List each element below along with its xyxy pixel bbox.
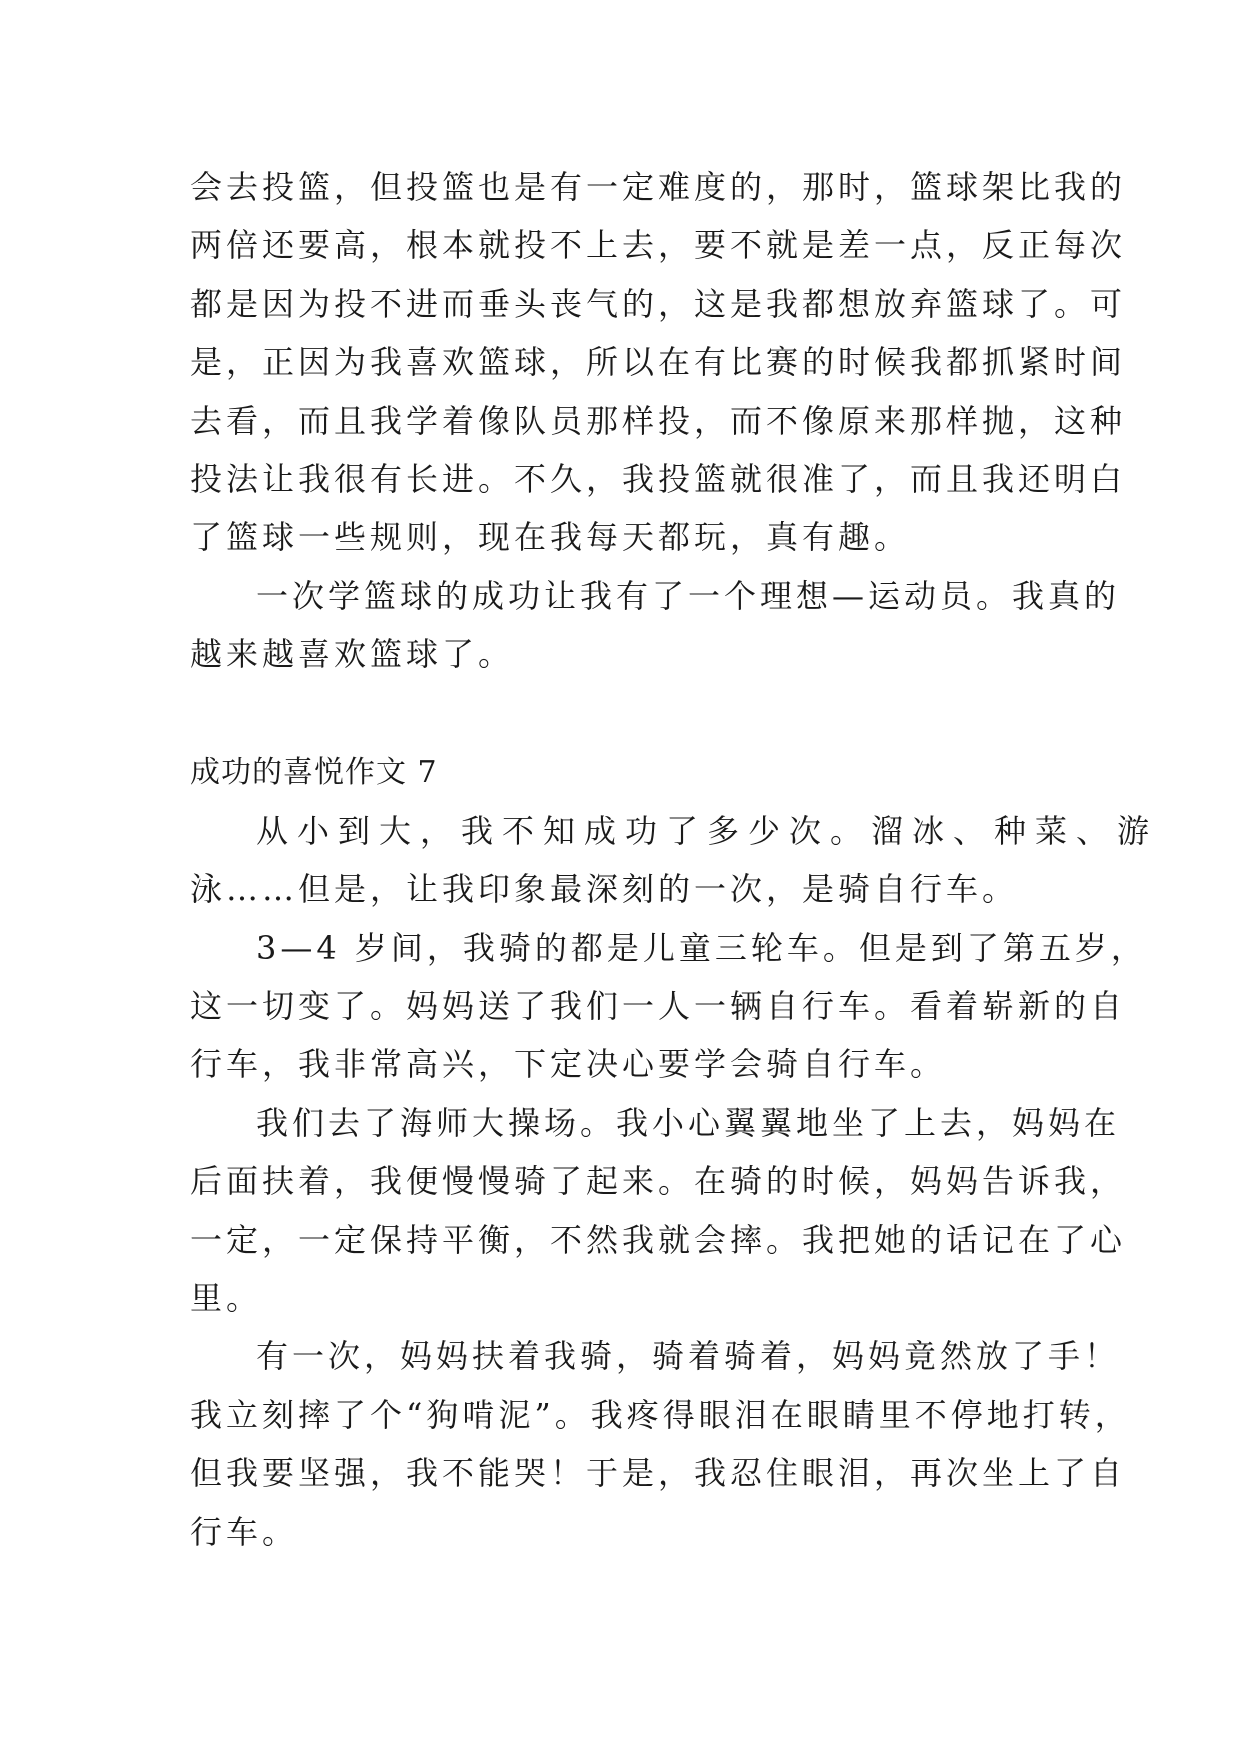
text-line: 一定，一定保持平衡，不然我就会摔。我把她的话记在了心 (190, 1220, 1127, 1259)
text-line: 两倍还要高，根本就投不上去，要不就是差一点，反正每次 (190, 226, 1127, 265)
paragraph-2 (190, 919, 1147, 1094)
paragraph-1 (190, 802, 1159, 919)
text-line: 去看，而且我学着像队员那样投，而不像原来那样抛，这种 (190, 401, 1127, 440)
text-line: 都是因为投不进而垂头丧气的，这是我都想放弃篮球了。可 (190, 284, 1127, 323)
text-line: 这一切变了。妈妈送了我们一人一辆自行车。看着崭新的自 (190, 987, 1127, 1026)
document-page (190, 158, 1159, 1561)
paragraph-closing (190, 567, 1121, 684)
text-line: 从小到大，我不知成功了多少次。溜冰、种菜、游 (256, 811, 1159, 850)
text-line: 3—4 岁间，我骑的都是儿童三轮车。但是到了第五岁， (256, 928, 1147, 967)
text-line: 是，正因为我喜欢篮球，所以在有比赛的时候我都抓紧时间 (190, 343, 1127, 382)
text-line: 会去投篮，但投篮也是有一定难度的，那时，篮球架比我的 (190, 168, 1127, 206)
text-line: 了篮球一些规则，现在我每天都玩，真有趣。 (190, 518, 911, 557)
text-line: 一次学篮球的成功让我有了一个理想—运动员。我真的 (256, 576, 1121, 615)
text-line: 里。 (190, 1279, 263, 1318)
text-line: 投法让我很有长进。不久，我投篮就很准了，而且我还明白 (190, 459, 1127, 498)
text-line: 我们去了海师大操场。我小心翼翼地坐了上去，妈妈在 (256, 1103, 1121, 1142)
text-line: 泳……但是，让我印象最深刻的一次，是骑自行车。 (190, 870, 1019, 909)
text-line: 有一次，妈妈扶着我骑，骑着骑着，妈妈竟然放了手！ (256, 1337, 1121, 1376)
section-gap (190, 684, 1058, 744)
essay-title: 成功的喜悦作文 7 (190, 754, 438, 790)
text-line: 行车。 (190, 1512, 299, 1551)
paragraph-continuation (190, 158, 1127, 567)
text-line: 行车，我非常高兴，下定决心要学会骑自行车。 (190, 1045, 947, 1084)
text-line: 我立刻摔了个“狗啃泥”。我疼得眼泪在眼睛里不停地打转， (190, 1395, 1131, 1434)
text-line: 越来越喜欢篮球了。 (190, 635, 515, 674)
text-line: 后面扶着，我便慢慢骑了起来。在骑的时候，妈妈告诉我， (190, 1162, 1127, 1201)
text-line: 但我要坚强，我不能哭！于是，我忍住眼泪，再次坐上了自 (190, 1454, 1127, 1493)
paragraph-4 (190, 1327, 1131, 1561)
paragraph-3 (190, 1094, 1127, 1328)
